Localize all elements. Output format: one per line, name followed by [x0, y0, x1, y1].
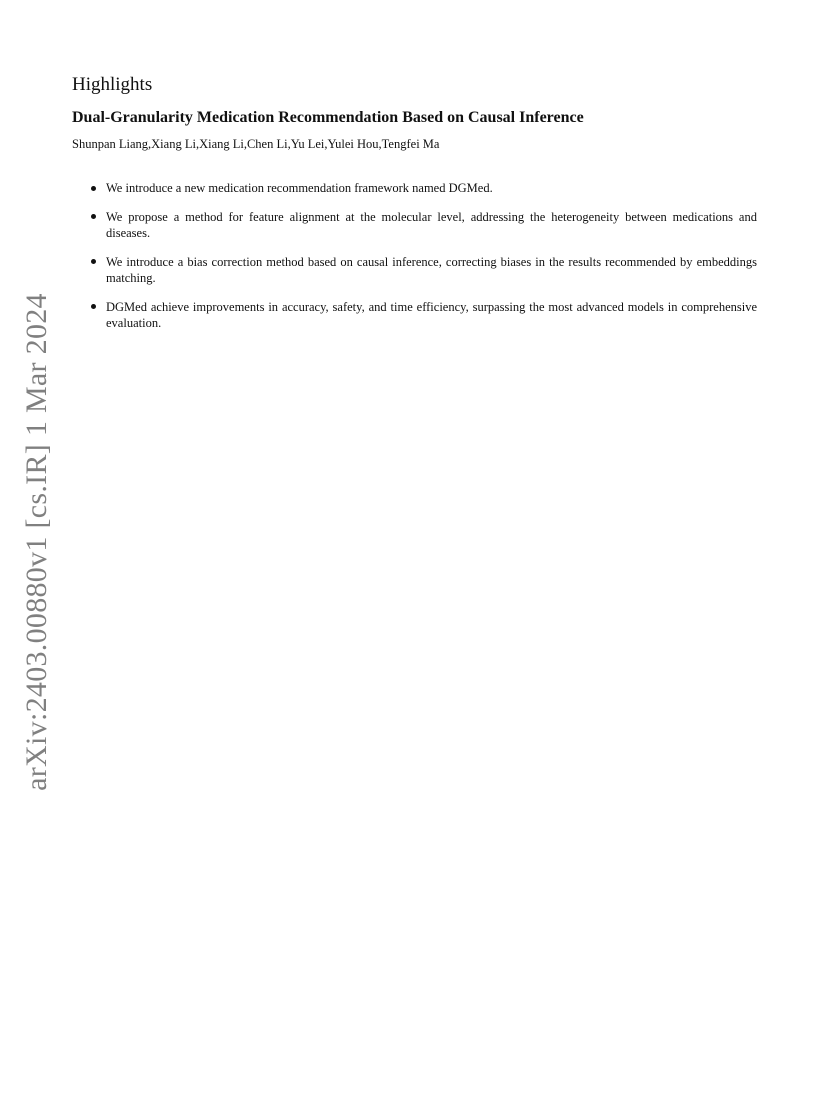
- highlight-item: [90, 299, 757, 332]
- bullet-icon: [91, 304, 96, 309]
- highlight-text: We propose a method for feature alignment at the molecular level, addressing the heterogeneity between medications and diseases.: [106, 209, 757, 240]
- arxiv-identifier-stamp[interactable]: arXiv:2403.00880v1 [cs.IR] 1 Mar 2024: [20, 293, 53, 791]
- bullet-icon: [91, 186, 96, 191]
- highlight-item: [90, 180, 757, 197]
- highlight-text: We introduce a bias correction method based on causal inference, correcting biases in the results recommended by embeddings matching.: [106, 254, 757, 285]
- highlight-item: [90, 209, 757, 242]
- paper-title: Dual-Granularity Medication Recommendation Based on Causal Inference: [72, 109, 584, 126]
- bullet-icon: [91, 259, 96, 264]
- highlight-text: We introduce a new medication recommendation framework named DGMed.: [106, 181, 493, 195]
- highlight-text: DGMed achieve improvements in accuracy, safety, and time efficiency, surpassing the most advanced models in comprehensive evaluation.: [106, 299, 757, 330]
- bullet-icon: [91, 214, 96, 219]
- author-list: Shunpan Liang,Xiang Li,Xiang Li,Chen Li,Yu Lei,Yulei Hou,Tengfei Ma: [72, 137, 440, 151]
- section-heading: Highlights: [72, 74, 153, 95]
- highlights-list: [90, 180, 757, 344]
- highlight-item: [90, 254, 757, 287]
